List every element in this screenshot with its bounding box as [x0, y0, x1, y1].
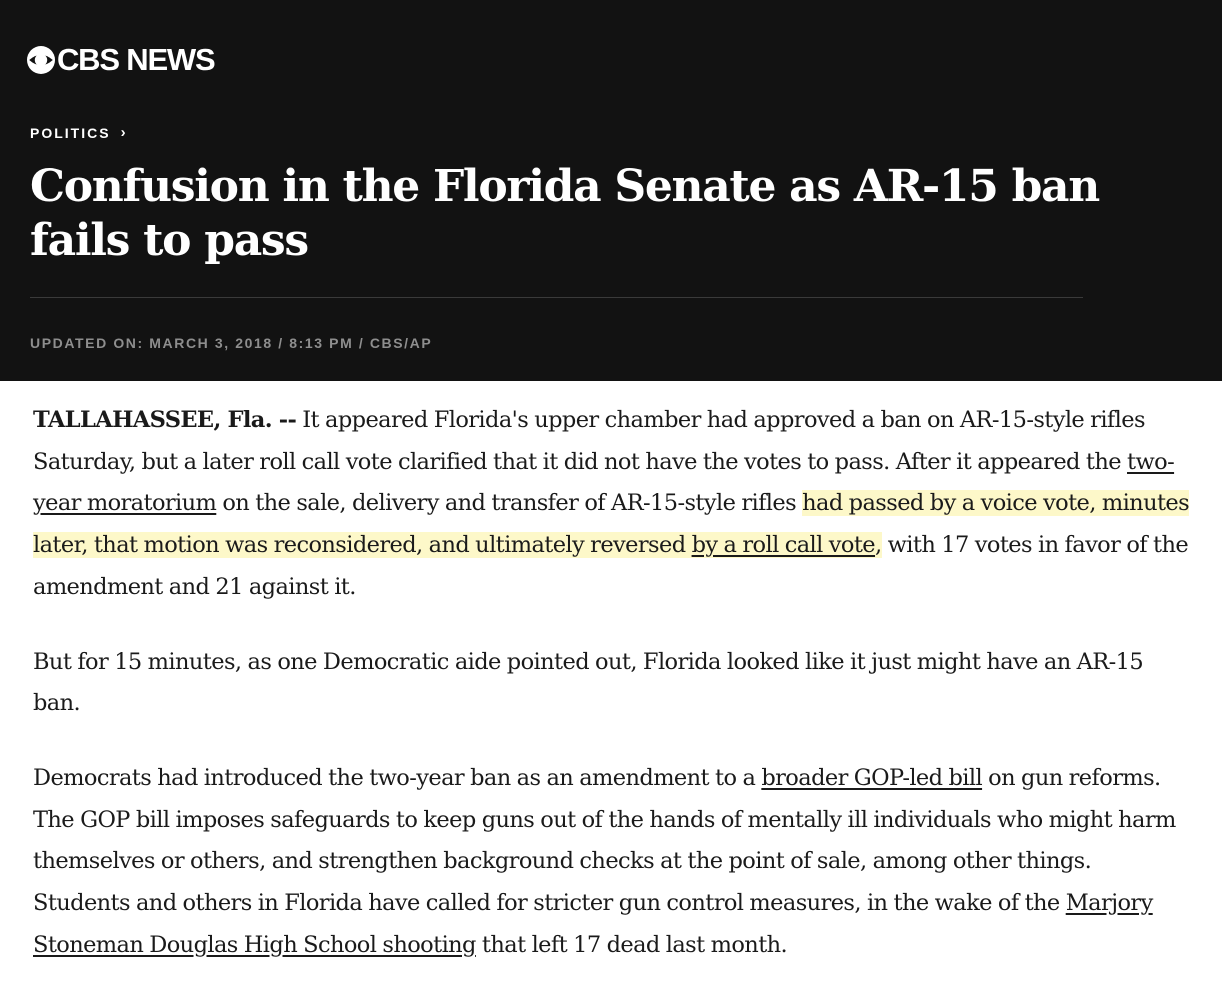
- paragraph-3: [33, 758, 1193, 967]
- byline: UPDATED ON: MARCH 3, 2018 / 8:13 PM / CBS/AP: [30, 335, 433, 351]
- header-divider: [30, 297, 1083, 298]
- p3-text-1: Democrats had introduced the two-year ban as an amendment to a: [33, 764, 762, 791]
- link-two-year-moratorium[interactable]: two-year moratorium: [33, 448, 1175, 517]
- chevron-right-icon: ›: [120, 124, 126, 141]
- highlight-comma: ,: [875, 532, 882, 559]
- page-title: Confusion in the Florida Senate as AR-15 ban fails to pass: [30, 161, 1099, 266]
- dateline: TALLAHASSEE, Fla. --: [33, 407, 297, 433]
- p1-text-2: on the sale, delivery and transfer of AR-15-style rifles: [216, 490, 803, 517]
- link-roll-call-vote[interactable]: by a roll call vote: [691, 532, 876, 559]
- cbs-eye-icon: [26, 45, 56, 75]
- p1-text-3: with 17 votes in favor of the amendment and 21 against it.: [33, 532, 1189, 600]
- cbs-news-logo[interactable]: [26, 42, 214, 78]
- logo-text: CBS NEWS: [57, 42, 215, 77]
- section-label: POLITICS: [30, 124, 111, 141]
- p1-text-1: It appeared Florida's upper chamber had approved a ban on AR-15-style rifles Saturday, but a later roll call vote clarified that it did not have the votes to pass. After it appeared the: [33, 407, 1145, 475]
- paragraph-2: But for 15 minutes, as one Democratic aide pointed out, Florida looked like it just might have an AR-15 ban.: [33, 648, 1144, 717]
- p3-text-2: on gun reforms. The GOP bill imposes safeguards to keep guns out of the hands of mentally ill individuals who might harm themselves or others, and strengthen background checks at the point of sale, among other things. Students and others in Florida have called for stricter gun control measures, in the wake of the: [33, 764, 1176, 917]
- section-link-politics[interactable]: [30, 124, 126, 141]
- article-header: [0, 0, 1222, 381]
- article-body: [33, 400, 1193, 999]
- link-broader-gop-bill[interactable]: broader GOP-led bill: [761, 764, 983, 791]
- highlight-text: had passed by a voice vote, minutes later, that motion was reconsidered, and ultimately reversed: [33, 490, 1190, 559]
- link-msd-shooting[interactable]: Marjory Stoneman Douglas High School shooting: [33, 890, 1153, 958]
- paragraph-1: [33, 400, 1193, 609]
- p3-text-3: that left 17 dead last month.: [475, 931, 788, 958]
